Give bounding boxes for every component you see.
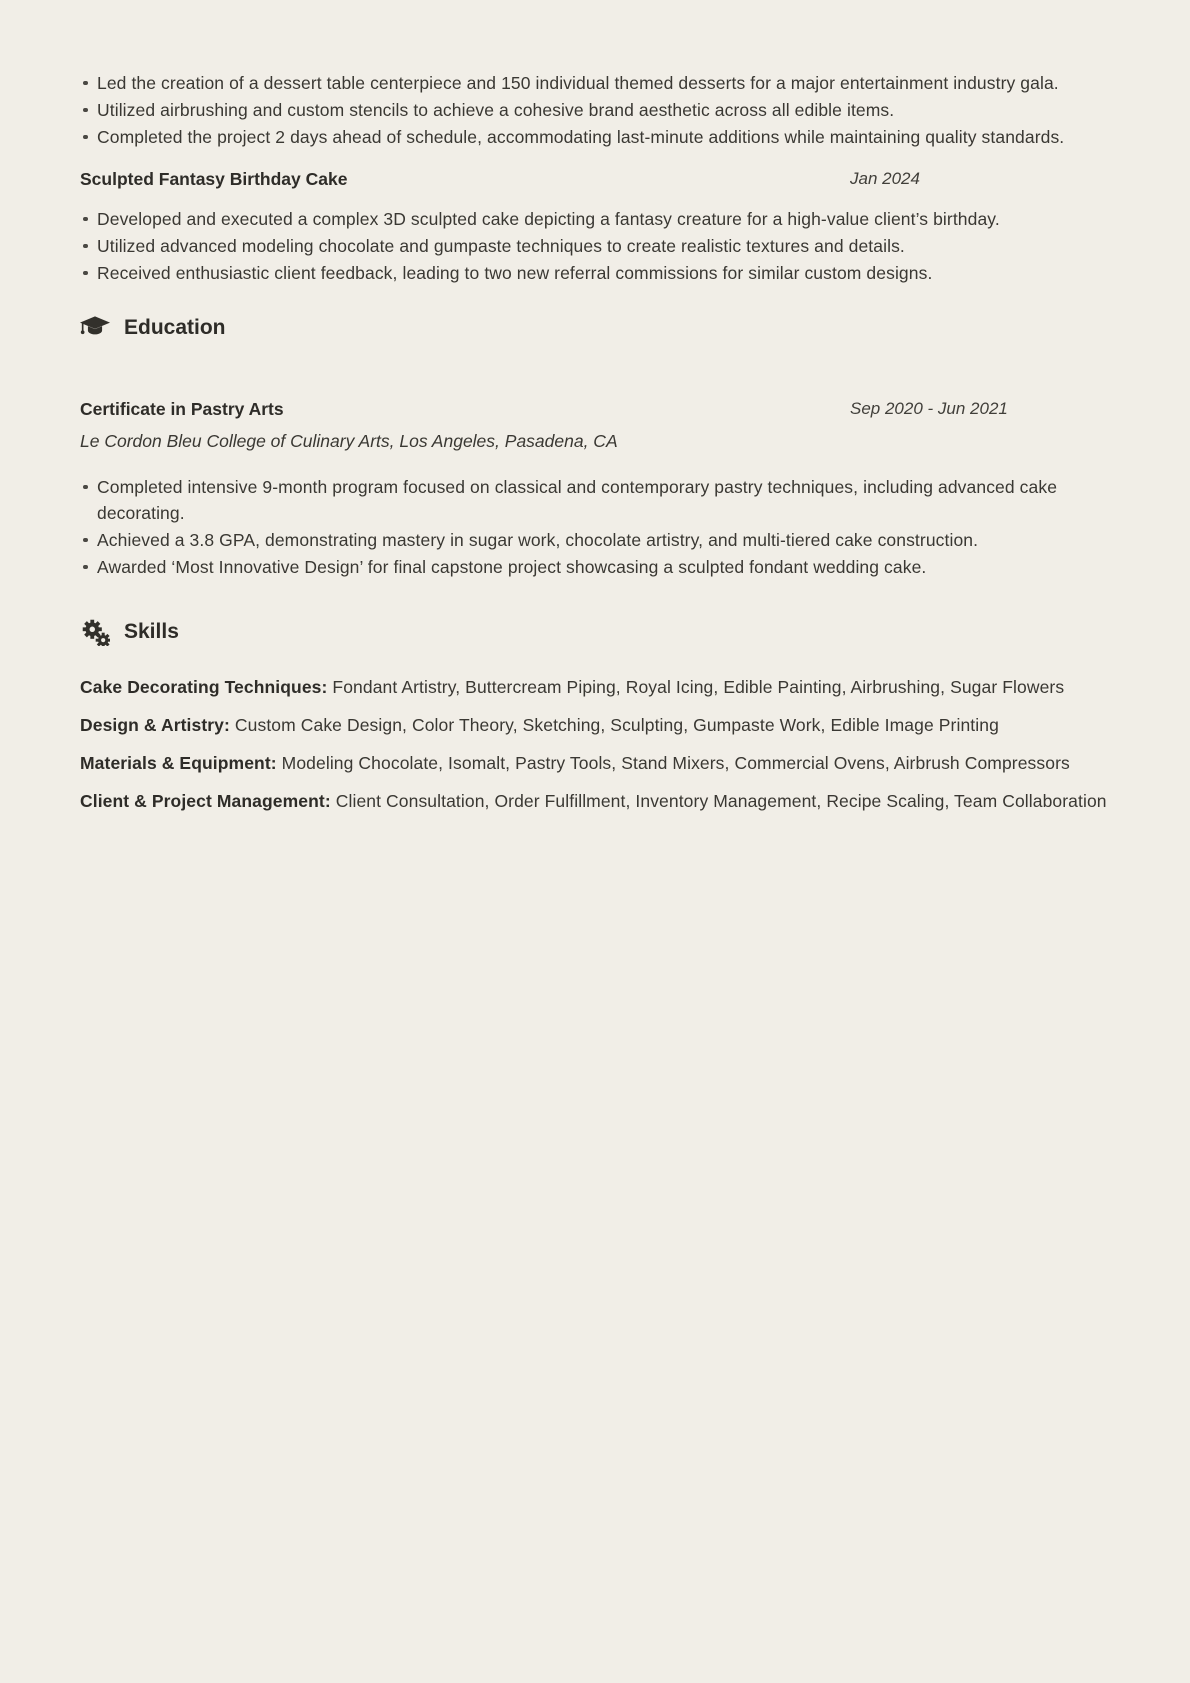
bullet-item: Developed and executed a complex 3D sculpted cake depicting a fantasy creature for a high-value client’s birthday. (80, 206, 1110, 232)
resume-content (80, 70, 1110, 814)
skills-heading-label: Skills (124, 620, 179, 643)
education-heading-label: Education (124, 316, 226, 339)
skill-category-label: Cake Decorating Techniques: (80, 677, 328, 697)
graduation-cap-icon (80, 316, 110, 341)
gears-icon (80, 618, 110, 646)
education-section (80, 314, 1110, 580)
skills-heading (80, 618, 1110, 646)
bullet-item: Achieved a 3.8 GPA, demonstrating mastery in sugar work, chocolate artistry, and multi-tiered cake construction. (80, 527, 1110, 553)
degree-title: Certificate in Pastry Arts (80, 399, 284, 419)
bullet-item: Utilized airbrushing and custom stencils to achieve a cohesive brand aesthetic across all edible items. (80, 97, 1110, 123)
skill-category-items: Fondant Artistry, Buttercream Piping, Royal Icing, Edible Painting, Airbrushing, Sugar Flowers (332, 677, 1065, 697)
skill-category-label: Materials & Equipment: (80, 753, 277, 773)
school-name: Le Cordon Bleu College of Culinary Arts, Los Angeles, Pasadena, CA (80, 431, 618, 451)
skill-category-items: Modeling Chocolate, Isomalt, Pastry Tools, Stand Mixers, Commercial Ovens, Airbrush Compressors (281, 753, 1070, 773)
skill-category-label: Client & Project Management: (80, 791, 331, 811)
project-title-row (80, 166, 1110, 192)
skill-category (80, 674, 1110, 700)
bullet-item: Received enthusiastic client feedback, leading to two new referral commissions for similar custom designs. (80, 260, 1110, 286)
bullet-item: Completed intensive 9-month program focused on classical and contemporary pastry techniques, including advanced cake decorating. (80, 474, 1110, 526)
education-date: Sep 2020 - Jun 2021 (850, 399, 1008, 418)
skill-category-items: Client Consultation, Order Fulfillment, Inventory Management, Recipe Scaling, Team Collaboration (335, 791, 1107, 811)
skill-category (80, 712, 1110, 738)
bullet-item: Completed the project 2 days ahead of schedule, accommodating last-minute additions while maintaining quality standards. (80, 124, 1110, 150)
project-bullet-list (80, 206, 1110, 286)
education-bullet-list (80, 474, 1110, 580)
bullet-item: Awarded ‘Most Innovative Design’ for final capstone project showcasing a sculpted fondant wedding cake. (80, 554, 1110, 580)
project-bullet-list (80, 70, 1110, 150)
bullet-item: Utilized advanced modeling chocolate and gumpaste techniques to create realistic textures and details. (80, 233, 1110, 259)
skill-category (80, 788, 1110, 814)
skill-category-items: Custom Cake Design, Color Theory, Sketching, Sculpting, Gumpaste Work, Edible Image Printing (234, 715, 999, 735)
skills-section (80, 618, 1110, 814)
project-date: Jan 2024 (850, 169, 920, 188)
skill-category (80, 750, 1110, 776)
project-title: Sculpted Fantasy Birthday Cake (80, 169, 348, 189)
experience-section-tail (80, 70, 1110, 286)
education-heading (80, 314, 1110, 342)
degree-row (80, 396, 1110, 422)
bullet-item: Led the creation of a dessert table centerpiece and 150 individual themed desserts for a major entertainment industry gala. (80, 70, 1110, 96)
skill-category-label: Design & Artistry: (80, 715, 230, 735)
